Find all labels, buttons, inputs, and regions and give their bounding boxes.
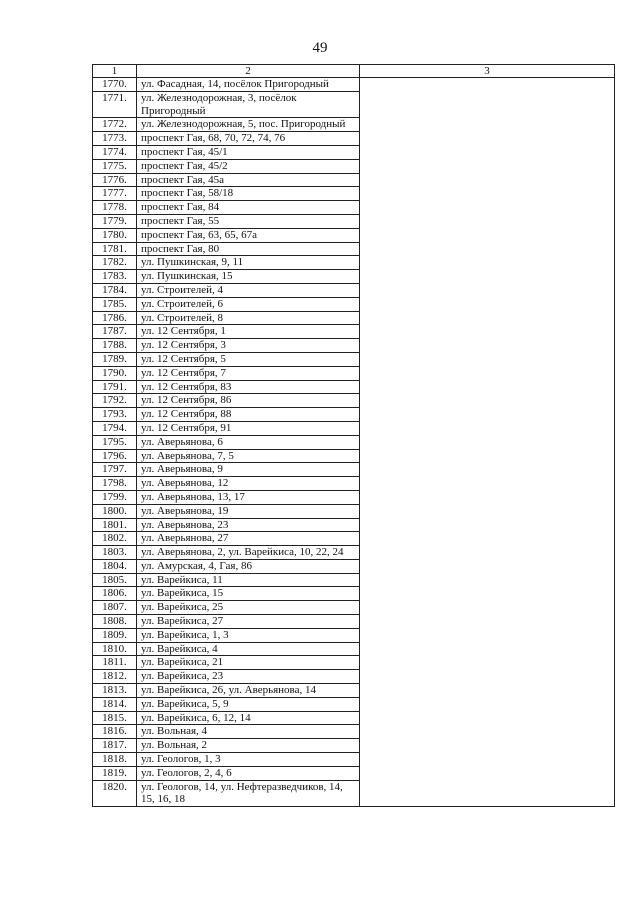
row-notes: [360, 642, 615, 656]
table-row: [93, 449, 615, 463]
row-address: ул. 12 Сентября, 3: [137, 339, 360, 353]
address-table: [92, 64, 615, 807]
row-address: ул. Строителей, 6: [137, 297, 360, 311]
row-notes: [360, 256, 615, 270]
row-number: 1771.: [93, 91, 137, 118]
row-notes: [360, 339, 615, 353]
row-number: 1784.: [93, 283, 137, 297]
row-address: ул. Аверьянова, 9: [137, 463, 360, 477]
row-notes: [360, 228, 615, 242]
row-address: ул. 12 Сентября, 91: [137, 421, 360, 435]
row-address: ул. Варейкиса, 23: [137, 670, 360, 684]
row-notes: [360, 504, 615, 518]
row-address: ул. Строителей, 8: [137, 311, 360, 325]
row-address: ул. 12 Сентября, 1: [137, 325, 360, 339]
row-notes: [360, 270, 615, 284]
row-address: ул. Варейкиса, 1, 3: [137, 628, 360, 642]
row-notes: [360, 91, 615, 118]
table-row: [93, 518, 615, 532]
row-notes: [360, 753, 615, 767]
table-row: [93, 270, 615, 284]
table-row: [93, 118, 615, 132]
row-number: 1793.: [93, 408, 137, 422]
table-body: [93, 78, 615, 807]
row-address: ул. Варейкиса, 6, 12, 14: [137, 711, 360, 725]
table-row: [93, 145, 615, 159]
table-row: [93, 615, 615, 629]
table-row: [93, 214, 615, 228]
table-row: [93, 711, 615, 725]
table-row: [93, 408, 615, 422]
row-notes: [360, 739, 615, 753]
row-notes: [360, 366, 615, 380]
table-row: [93, 283, 615, 297]
row-address: ул. Аверьянова, 2, ул. Варейкиса, 10, 22, 24: [137, 546, 360, 560]
row-notes: [360, 283, 615, 297]
row-number: 1804.: [93, 559, 137, 573]
table-row: [93, 504, 615, 518]
row-notes: [360, 546, 615, 560]
row-address: ул. 12 Сентября, 5: [137, 352, 360, 366]
row-number: 1806.: [93, 587, 137, 601]
row-address: ул. Варейкиса, 11: [137, 573, 360, 587]
row-number: 1778.: [93, 201, 137, 215]
row-number: 1812.: [93, 670, 137, 684]
table-row: [93, 78, 615, 92]
row-number: 1816.: [93, 725, 137, 739]
row-notes: [360, 670, 615, 684]
table-row: [93, 325, 615, 339]
row-notes: [360, 559, 615, 573]
table-row: [93, 753, 615, 767]
row-address: проспект Гая, 84: [137, 201, 360, 215]
table-row: [93, 380, 615, 394]
row-number: 1780.: [93, 228, 137, 242]
row-number: 1773.: [93, 132, 137, 146]
row-address: ул. Варейкиса, 21: [137, 656, 360, 670]
row-notes: [360, 628, 615, 642]
row-notes: [360, 380, 615, 394]
row-notes: [360, 449, 615, 463]
row-notes: [360, 214, 615, 228]
row-number: 1798.: [93, 477, 137, 491]
row-number: 1779.: [93, 214, 137, 228]
row-number: 1818.: [93, 753, 137, 767]
row-notes: [360, 118, 615, 132]
row-number: 1787.: [93, 325, 137, 339]
row-notes: [360, 615, 615, 629]
row-notes: [360, 173, 615, 187]
row-number: 1783.: [93, 270, 137, 284]
table-row: [93, 642, 615, 656]
row-number: 1814.: [93, 697, 137, 711]
table-row: [93, 587, 615, 601]
row-address: ул. Железнодорожная, 3, посёлок Пригородный: [137, 91, 360, 118]
row-address: проспект Гая, 80: [137, 242, 360, 256]
row-address: ул. Варейкиса, 26, ул. Аверьянова, 14: [137, 684, 360, 698]
column-header-address: 2: [137, 65, 360, 78]
table-row: [93, 532, 615, 546]
row-notes: [360, 421, 615, 435]
table-row: [93, 684, 615, 698]
column-header-notes: 3: [360, 65, 615, 78]
row-notes: [360, 601, 615, 615]
row-number: 1785.: [93, 297, 137, 311]
row-number: 1800.: [93, 504, 137, 518]
table-row: [93, 311, 615, 325]
row-notes: [360, 435, 615, 449]
table-row: [93, 573, 615, 587]
row-address: ул. Варейкиса, 5, 9: [137, 697, 360, 711]
table-row: [93, 477, 615, 491]
row-notes: [360, 132, 615, 146]
row-notes: [360, 325, 615, 339]
row-number: 1809.: [93, 628, 137, 642]
row-address: ул. Аверьянова, 19: [137, 504, 360, 518]
row-notes: [360, 490, 615, 504]
row-address: ул. Строителей, 4: [137, 283, 360, 297]
row-number: 1791.: [93, 380, 137, 394]
row-address: ул. Аверьянова, 27: [137, 532, 360, 546]
row-address: ул. Аверьянова, 7, 5: [137, 449, 360, 463]
table-row: [93, 697, 615, 711]
table-row: [93, 739, 615, 753]
table-row: [93, 297, 615, 311]
row-number: 1817.: [93, 739, 137, 753]
row-address: ул. Пушкинская, 9, 11: [137, 256, 360, 270]
row-address: ул. 12 Сентября, 83: [137, 380, 360, 394]
row-number: 1775.: [93, 159, 137, 173]
row-notes: [360, 145, 615, 159]
row-number: 1776.: [93, 173, 137, 187]
page-number: 49: [312, 40, 328, 56]
table-row: [93, 132, 615, 146]
row-address: ул. 12 Сентября, 86: [137, 394, 360, 408]
row-notes: [360, 463, 615, 477]
row-address: проспект Гая, 45/1: [137, 145, 360, 159]
row-address: ул. Фасадная, 14, посёлок Пригородный: [137, 78, 360, 92]
table-row: [93, 780, 615, 807]
row-number: 1813.: [93, 684, 137, 698]
table-row: [93, 394, 615, 408]
table-row: [93, 91, 615, 118]
row-notes: [360, 242, 615, 256]
row-address: ул. Амурская, 4, Гая, 86: [137, 559, 360, 573]
table-row: [93, 228, 615, 242]
table-row: [93, 601, 615, 615]
row-number: 1811.: [93, 656, 137, 670]
table-row: [93, 766, 615, 780]
row-address: ул. Геологов, 2, 4, 6: [137, 766, 360, 780]
row-address: ул. Вольная, 2: [137, 739, 360, 753]
row-number: 1777.: [93, 187, 137, 201]
row-address: ул. Аверьянова, 13, 17: [137, 490, 360, 504]
table-row: [93, 352, 615, 366]
row-number: 1782.: [93, 256, 137, 270]
row-number: 1820.: [93, 780, 137, 807]
row-number: 1805.: [93, 573, 137, 587]
row-number: 1786.: [93, 311, 137, 325]
row-notes: [360, 477, 615, 491]
row-address: проспект Гая, 45/2: [137, 159, 360, 173]
row-notes: [360, 78, 615, 92]
row-notes: [360, 297, 615, 311]
row-number: 1790.: [93, 366, 137, 380]
row-address: ул. 12 Сентября, 88: [137, 408, 360, 422]
row-number: 1819.: [93, 766, 137, 780]
row-address: ул. Варейкиса, 27: [137, 615, 360, 629]
row-notes: [360, 697, 615, 711]
table-row: [93, 656, 615, 670]
row-address: ул. Аверьянова, 23: [137, 518, 360, 532]
table-row: [93, 159, 615, 173]
row-address: ул. Варейкиса, 4: [137, 642, 360, 656]
row-number: 1772.: [93, 118, 137, 132]
row-notes: [360, 201, 615, 215]
row-notes: [360, 187, 615, 201]
row-number: 1788.: [93, 339, 137, 353]
table-row: [93, 187, 615, 201]
table-row: [93, 435, 615, 449]
table-row: [93, 490, 615, 504]
header-row: [93, 65, 615, 78]
row-address: ул. Аверьянова, 12: [137, 477, 360, 491]
table-row: [93, 242, 615, 256]
row-address: ул. Аверьянова, 6: [137, 435, 360, 449]
table-row: [93, 421, 615, 435]
row-notes: [360, 766, 615, 780]
row-number: 1781.: [93, 242, 137, 256]
row-number: 1802.: [93, 532, 137, 546]
row-notes: [360, 684, 615, 698]
table-row: [93, 463, 615, 477]
row-notes: [360, 352, 615, 366]
row-notes: [360, 711, 615, 725]
table-row: [93, 339, 615, 353]
row-number: 1815.: [93, 711, 137, 725]
row-number: 1789.: [93, 352, 137, 366]
row-notes: [360, 311, 615, 325]
row-address: проспект Гая, 55: [137, 214, 360, 228]
row-address: ул. Вольная, 4: [137, 725, 360, 739]
row-address: ул. Варейкиса, 15: [137, 587, 360, 601]
row-number: 1797.: [93, 463, 137, 477]
row-number: 1770.: [93, 78, 137, 92]
row-notes: [360, 587, 615, 601]
row-notes: [360, 532, 615, 546]
row-address: ул. Геологов, 1, 3: [137, 753, 360, 767]
row-notes: [360, 573, 615, 587]
row-address: проспект Гая, 68, 70, 72, 74, 76: [137, 132, 360, 146]
row-number: 1794.: [93, 421, 137, 435]
row-notes: [360, 725, 615, 739]
row-address: проспект Гая, 58/18: [137, 187, 360, 201]
row-address: проспект Гая, 63, 65, 67а: [137, 228, 360, 242]
row-address: ул. Железнодорожная, 5, пос. Пригородный: [137, 118, 360, 132]
table-row: [93, 546, 615, 560]
row-notes: [360, 780, 615, 807]
row-number: 1807.: [93, 601, 137, 615]
table-row: [93, 725, 615, 739]
row-address: проспект Гая, 45а: [137, 173, 360, 187]
row-address: ул. Варейкиса, 25: [137, 601, 360, 615]
table-row: [93, 201, 615, 215]
table-row: [93, 173, 615, 187]
row-number: 1808.: [93, 615, 137, 629]
row-notes: [360, 394, 615, 408]
row-notes: [360, 159, 615, 173]
table-row: [93, 366, 615, 380]
row-address: ул. 12 Сентября, 7: [137, 366, 360, 380]
row-number: 1801.: [93, 518, 137, 532]
column-header-number: 1: [93, 65, 137, 78]
table-row: [93, 559, 615, 573]
table-row: [93, 256, 615, 270]
row-number: 1792.: [93, 394, 137, 408]
row-notes: [360, 656, 615, 670]
table-row: [93, 670, 615, 684]
row-notes: [360, 518, 615, 532]
row-number: 1799.: [93, 490, 137, 504]
row-address: ул. Пушкинская, 15: [137, 270, 360, 284]
row-number: 1795.: [93, 435, 137, 449]
row-number: 1803.: [93, 546, 137, 560]
row-address: ул. Геологов, 14, ул. Нефтеразведчиков, 14, 15, 16, 18: [137, 780, 360, 807]
row-number: 1796.: [93, 449, 137, 463]
row-number: 1774.: [93, 145, 137, 159]
row-number: 1810.: [93, 642, 137, 656]
row-notes: [360, 408, 615, 422]
table-row: [93, 628, 615, 642]
